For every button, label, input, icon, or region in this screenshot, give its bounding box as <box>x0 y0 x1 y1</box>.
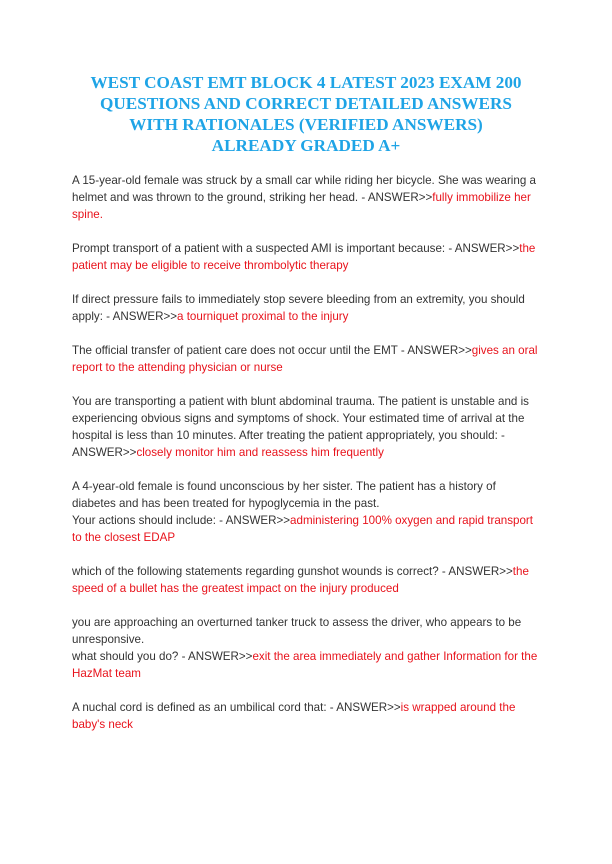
answer-text: is wrapped around the baby's neck <box>72 701 516 731</box>
answer-marker: - ANSWER>> <box>326 701 401 714</box>
question-text: you are approaching an overturned tanker truck to assess the driver, who appears to be unresponsive. <box>72 616 522 646</box>
answer-text: administering 100% oxygen and rapid transport to the closest EDAP <box>72 514 534 544</box>
answer-text: fully immobilize her spine. <box>72 191 531 221</box>
qa-list <box>72 172 540 733</box>
answer-marker: - ANSWER>> <box>397 344 472 357</box>
document-title <box>72 72 540 156</box>
question-text: A nuchal cord is defined as an umbilical cord that: <box>72 701 327 714</box>
answer-text: exit the area immediately and gather Information for the HazMat team <box>72 650 538 680</box>
question-text: Your actions should include: <box>72 514 216 527</box>
answer-text: the speed of a bullet has the greatest impact on the injury produced <box>72 565 529 595</box>
question-text: what should you do? <box>72 650 179 663</box>
answer-text: a tourniquet proximal to the injury <box>177 310 349 323</box>
qa-item <box>72 699 540 733</box>
qa-item <box>72 614 540 682</box>
title-line: QUESTIONS AND CORRECT DETAILED ANSWERS <box>100 94 512 113</box>
qa-item <box>72 172 540 223</box>
document-page <box>0 72 612 864</box>
answer-marker: - ANSWER>> <box>358 191 433 204</box>
answer-marker: - ANSWER>> <box>438 565 513 578</box>
qa-item <box>72 240 540 274</box>
question-text: The official transfer of patient care does not occur until the EMT <box>72 344 398 357</box>
answer-text: closely monitor him and reassess him frequently <box>136 446 384 459</box>
qa-item <box>72 478 540 546</box>
title-line: WEST COAST EMT BLOCK 4 LATEST 2023 EXAM 200 <box>90 73 522 92</box>
question-text: which of the following statements regarding gunshot wounds is correct? <box>72 565 439 578</box>
answer-text: the patient may be eligible to receive thrombolytic therapy <box>72 242 536 272</box>
answer-marker: - ANSWER>> <box>102 310 178 323</box>
answer-marker: - ANSWER>> <box>215 514 291 527</box>
question-text: A 4-year-old female is found unconscious by her sister. The patient has a history of diabetes and has been treated for hypoglycemia in the past. <box>72 480 496 510</box>
question-text: You are transporting a patient with blunt abdominal trauma. The patient is unstable and is experiencing obvious signs and symptoms of shock. Your estimated time of arrival at the hospital is less than 10 minutes. After treating the patient appropriately, you should: <box>72 395 529 442</box>
qa-item <box>72 563 540 597</box>
answer-text: gives an oral report to the attending physician or nurse <box>72 344 538 374</box>
title-line: WITH RATIONALES (VERIFIED ANSWERS) <box>129 115 483 134</box>
qa-item <box>72 342 540 376</box>
question-text: Prompt transport of a patient with a suspected AMI is important because: <box>72 242 446 255</box>
answer-marker: - ANSWER>> <box>445 242 520 255</box>
question-text: A 15-year-old female was struck by a small car while riding her bicycle. She was wearing a helmet and was thrown to the ground, striking her head. <box>72 174 536 204</box>
qa-item <box>72 393 540 461</box>
question-text: If direct pressure fails to immediately stop severe bleeding from an extremity, you should apply: <box>72 293 525 323</box>
title-line: ALREADY GRADED A+ <box>211 136 401 155</box>
answer-marker: - ANSWER>> <box>178 650 253 663</box>
answer-marker: - ANSWER>> <box>72 429 505 459</box>
qa-item <box>72 291 540 325</box>
